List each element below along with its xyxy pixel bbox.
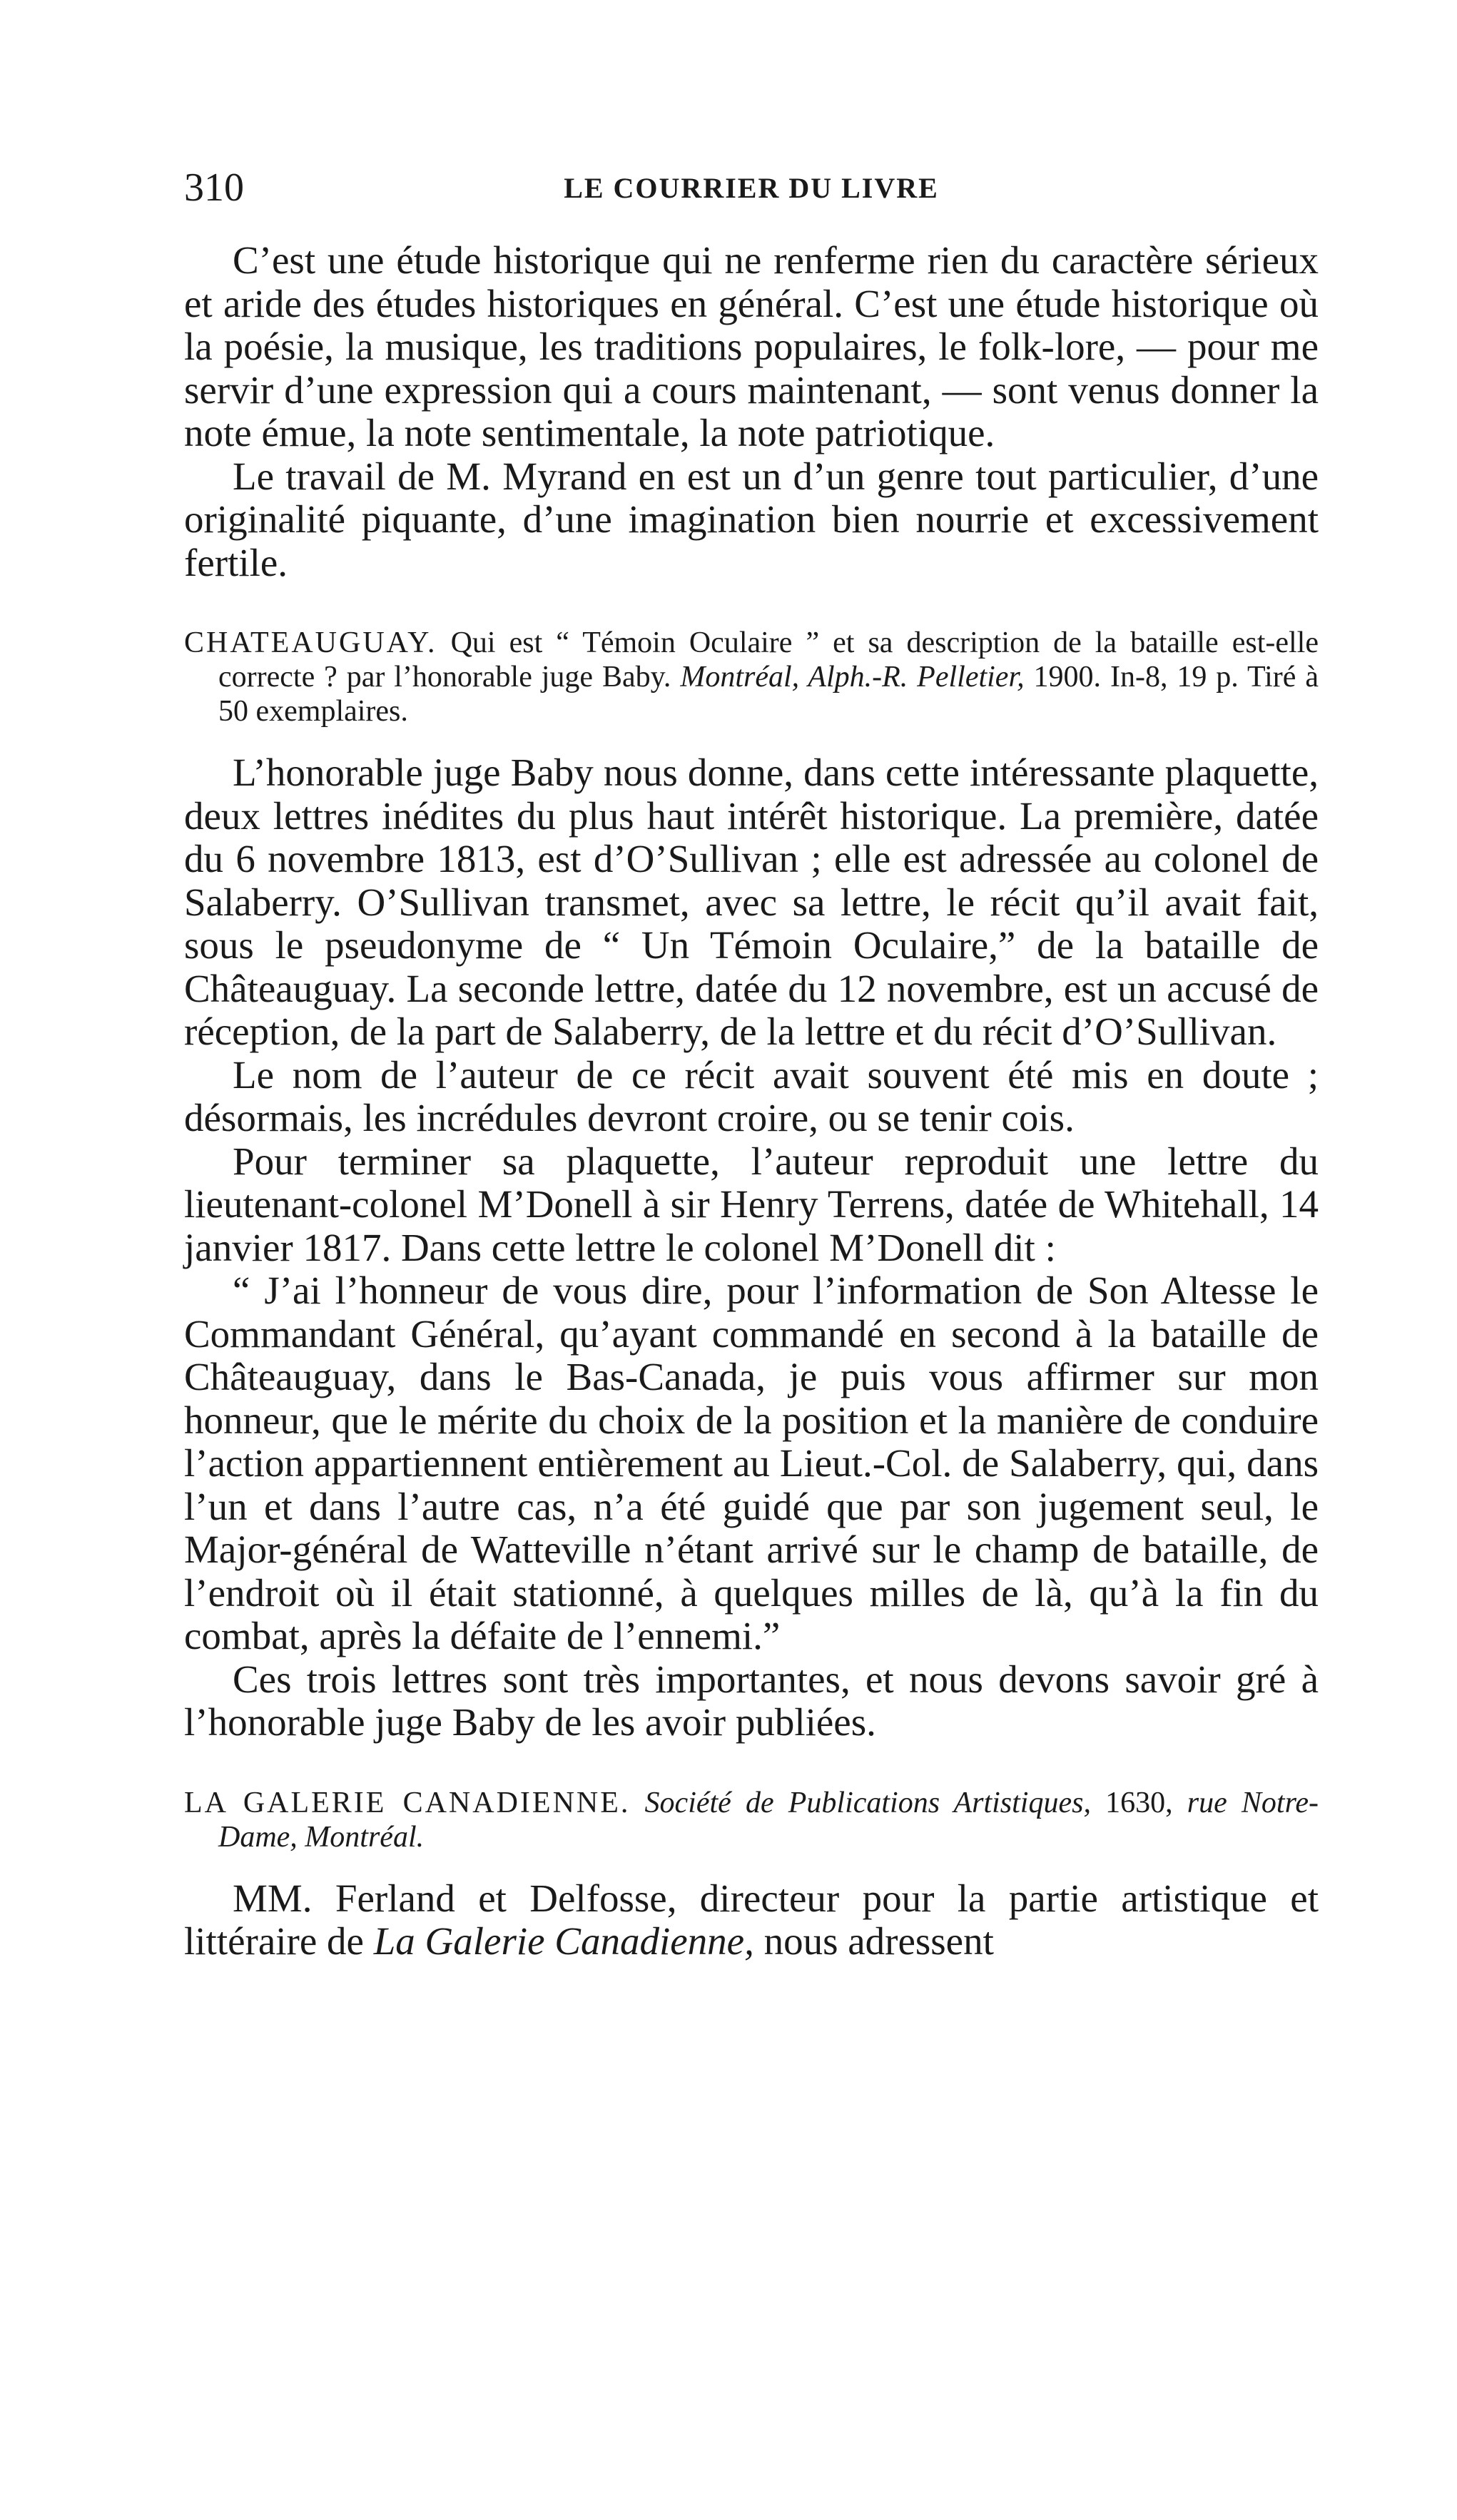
paragraph-author-doubt: Le nom de l’auteur de ce récit avait souvent été mis en doute ; désormais, les incrédules devront croire, ou se tenir cois. xyxy=(184,1052,1319,1139)
notice-heading: CHATEAUGUAY. xyxy=(184,626,437,659)
bibliographic-notice-galerie xyxy=(184,1786,1319,1854)
notice-text: Qui est “ Témoin Oculaire ” et sa description de la bataille est-elle correcte ? par l’honorable juge Baby. xyxy=(218,626,1319,693)
notice-address: rue Notre-Dame, Montréal. xyxy=(218,1786,1319,1854)
running-head: LE COURRIER DU LIVRE xyxy=(564,172,939,204)
page-body xyxy=(184,239,1319,1963)
notice-details: 1900. In-8, 19 p. Tiré à 50 exemplaires. xyxy=(218,661,1319,728)
periodical-title: La Galerie Canadienne, xyxy=(373,1919,754,1963)
notice-publisher: Société de Publications Artistiques, xyxy=(644,1786,1091,1819)
notice-heading: LA GALERIE CANADIENNE. xyxy=(184,1786,631,1819)
paragraph-quotation: “ J’ai l’honneur de vous dire, pour l’information de Son Altesse le Commandant Général, qu’ayant commandé en second à la bataille de Châteauguay, dans le Bas-Canada, je puis vous affirmer sur mon honneur, que le mérite du choix de la position et la manière de conduire l’action appartiennent entièrement au Lieut.-Col. de Salaberry, qui, dans l’un et dans l’autre cas, n’a été guidé que par son jugement seul, le Major-général de Watteville n’étant arrivé sur le champ de bataille, de l’endroit où il était stationné, à quelques milles de là, qu’à la fin du combat, après la défaite de l’ennemi.” xyxy=(184,1269,1319,1657)
paragraph-start: MM. Ferland et Delfosse, directeur pour la partie artistique et littéraire de xyxy=(184,1876,1319,1963)
paragraph-conclusion: Ces trois lettres sont très importantes, et nous devons savoir gré à l’honorable juge Baby de les avoir publiées. xyxy=(184,1657,1319,1744)
notice-publisher: Montréal, Alph.-R. Pelletier, xyxy=(680,661,1025,693)
paragraph-myrand-work: Le travail de M. Myrand en est un d’un genre tout particulier, d’une originalité piquante, d’une imagination bien nourrie et excessivement fertile. xyxy=(184,454,1319,584)
paragraph-ferland-delfosse xyxy=(184,1877,1319,1963)
paragraph-end: nous adressent xyxy=(753,1919,994,1963)
paragraph-study-description: C’est une étude historique qui ne renferme rien du caractère sérieux et aride des études historiques en général. C’est une étude historique où la poésie, la musique, les traditions populaires, le folk-lore, — pour me servir d’une expression qui a cours maintenant, — sont venus donner la note émue, la note sentimentale, la note patriotique. xyxy=(184,238,1319,454)
notice-number: 1630, xyxy=(1090,1786,1187,1819)
page-number: 310 xyxy=(184,166,244,210)
paragraph-mdonell-letter: Pour terminer sa plaquette, l’auteur reproduit une lettre du lieutenant-colonel M’Donell à sir Henry Terrens, datée de Whitehall, 14 janvier 1817. Dans cette lettre le colonel M’Donell dit : xyxy=(184,1139,1319,1269)
bibliographic-notice-chateauguay xyxy=(184,626,1319,728)
paragraph-baby-letters: L’honorable juge Baby nous donne, dans cette intéressante plaquette, deux lettres inédites du plus haut intérêt historique. La première, datée du 6 novembre 1813, est d’O’Sullivan ; elle est adressée au colonel de Salaberry. O’Sullivan transmet, avec sa lettre, le récit qu’il avait fait, sous le pseudonyme de “ Un Témoin Oculaire,” de la bataille de Châteauguay. La seconde lettre, datée du 12 novembre, est un accusé de réception, de la part de Salaberry, de la lettre et du récit d’O’Sullivan. xyxy=(184,751,1319,1053)
page-header xyxy=(184,163,1319,213)
